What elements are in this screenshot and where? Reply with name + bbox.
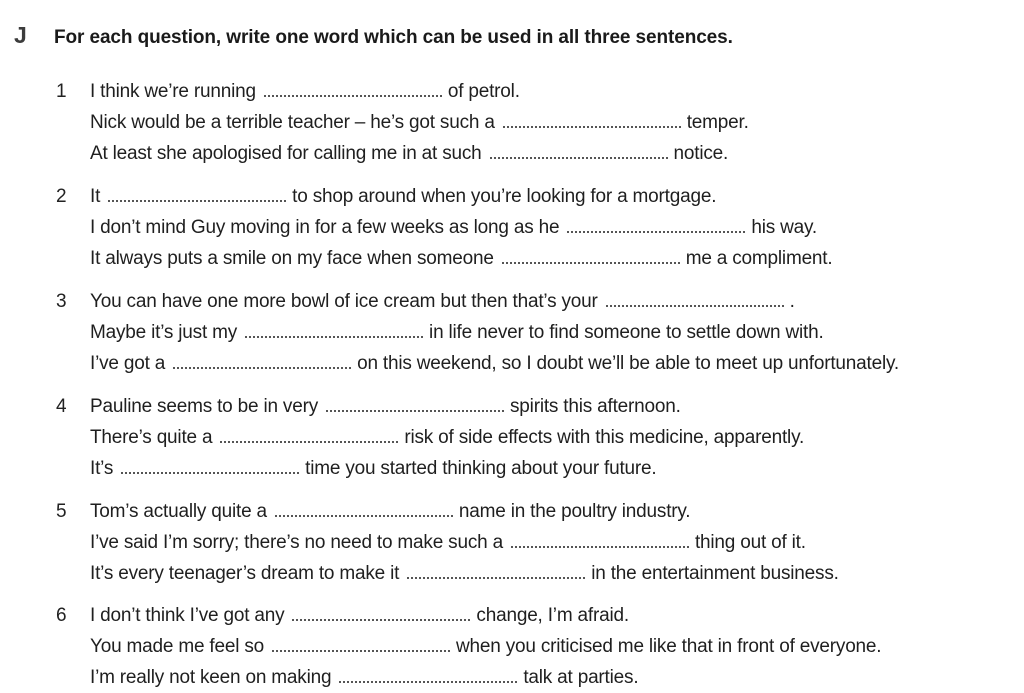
sentence-text-before: I’m really not keen on making [90,667,332,688]
sentence-text-after: temper. [686,112,749,133]
sentence-text-after: risk of side effects with this medicine, apparently. [404,427,805,448]
answer-blank [108,190,286,202]
sentence-text-before: You can have one more bowl of ice cream but then that’s your [90,291,598,312]
sentence [90,496,839,527]
sentence [90,662,881,693]
sentence-text-before: Maybe it’s just my [90,322,238,343]
sentence-text-after: time you started thinking about your future. [305,458,657,479]
answer-blank [173,357,351,369]
answer-blank [275,505,453,517]
answer-blank [511,536,689,548]
answer-blank [264,85,442,97]
question-5 [56,496,839,589]
sentence-text-after: spirits this afternoon. [510,396,681,417]
question-2 [56,181,832,274]
sentence-text-before: I don’t think I’ve got any [90,605,285,626]
sentence-text-after: notice. [673,143,729,164]
sentence-text-after: when you criticised me like that in front of everyone. [456,636,882,657]
answer-blank [490,147,668,159]
question-number: 6 [56,605,67,626]
sentence-text-before: I’ve got a [90,353,166,374]
sentence [90,138,749,169]
sentence [90,600,881,631]
question-number: 2 [56,186,67,207]
sentence-text-after: in life never to find someone to settle down with. [429,322,824,343]
sentence-text-before: I don’t mind Guy moving in for a few weeks as long as he [90,217,560,238]
answer-blank [502,252,680,264]
sentence-text-before: There’s quite a [90,427,213,448]
sentence-text-after: . [789,291,795,312]
question-6 [56,600,881,693]
sentence [90,631,881,662]
instruction-text: For each question, write one word which can be used in all three sentences. [54,27,733,48]
sentence [90,391,804,422]
sentence [90,558,839,589]
question-3 [56,286,899,379]
question-number: 3 [56,291,67,312]
sentence [90,243,832,274]
section-letter: J [14,22,27,48]
sentence [90,453,804,484]
answer-blank [292,609,470,621]
sentence [90,527,839,558]
sentence-text-before: I’ve said I’m sorry; there’s no need to make such a [90,532,503,553]
sentence [90,286,899,317]
sentence [90,317,899,348]
sentence-text-before: It’s [90,458,114,479]
sentence-text-before: At least she apologised for calling me in at such [90,143,482,164]
question-number: 5 [56,501,67,522]
sentence-text-after: in the entertainment business. [591,563,839,584]
answer-blank [339,671,517,683]
answer-blank [245,326,423,338]
sentence-text-before: It’s every teenager’s dream to make it [90,563,400,584]
answer-blank [220,431,398,443]
sentence-text-before: Nick would be a terrible teacher – he’s got such a [90,112,495,133]
question-4 [56,391,804,484]
sentence-text-after: of petrol. [447,81,520,102]
sentence-text-before: Pauline seems to be in very [90,396,318,417]
sentence [90,76,749,107]
answer-blank [567,221,745,233]
sentence-text-after: thing out of it. [694,532,806,553]
sentence-text-before: It [90,186,101,207]
exercise-header [14,22,733,49]
sentence-text-after: name in the poultry industry. [458,501,691,522]
sentence-text-before: Tom’s actually quite a [90,501,267,522]
sentence [90,107,749,138]
question-number: 1 [56,81,67,102]
sentence-text-after: me a compliment. [685,248,833,269]
answer-blank [326,400,504,412]
answer-blank [503,116,681,128]
question-1 [56,76,749,169]
sentence [90,212,832,243]
sentence-text-before: It always puts a smile on my face when someone [90,248,494,269]
answer-blank [407,567,585,579]
answer-blank [272,640,450,652]
sentence-text-after: change, I’m afraid. [476,605,629,626]
sentence-text-after: to shop around when you’re looking for a mortgage. [292,186,717,207]
sentence-text-after: his way. [751,217,817,238]
sentence-text-before: You made me feel so [90,636,265,657]
sentence [90,348,899,379]
sentence-text-after: talk at parties. [523,667,639,688]
sentence-text-before: I think we’re running [90,81,256,102]
sentence [90,422,804,453]
answer-blank [121,462,299,474]
answer-blank [606,295,784,307]
question-number: 4 [56,396,67,417]
sentence-text-after: on this weekend, so I doubt we’ll be able to meet up unfortunately. [357,353,899,374]
sentence [90,181,832,212]
